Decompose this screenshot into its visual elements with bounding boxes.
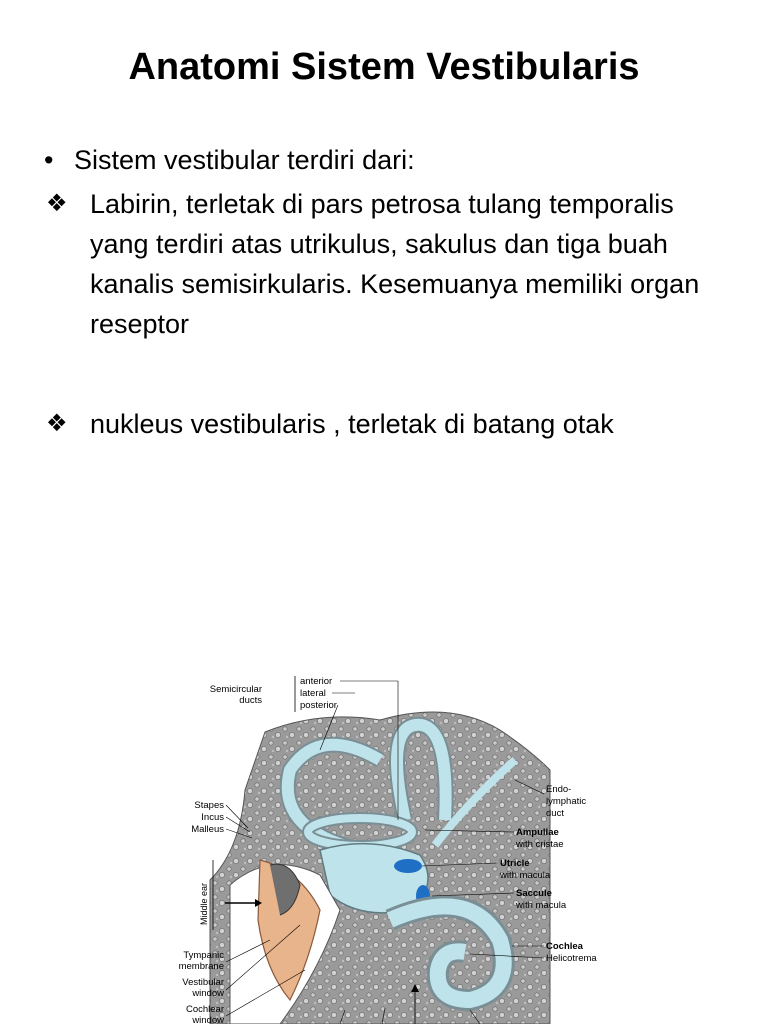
label-lymphatic: lymphatic bbox=[546, 796, 587, 807]
label-endo: Endo- bbox=[546, 784, 572, 795]
bullet-text: Sistem vestibular terdiri dari: bbox=[74, 145, 415, 175]
label-incus: Incus bbox=[201, 812, 224, 823]
bullet-list bbox=[42, 140, 732, 444]
label-lateral: lateral bbox=[300, 688, 326, 699]
utricle-macula-shape bbox=[394, 859, 422, 873]
label-with-cristae: with cristae bbox=[516, 839, 564, 850]
sub-bullet-item bbox=[42, 404, 732, 444]
label-saccule-macula: with macula bbox=[516, 900, 567, 911]
label-saccule: Saccule bbox=[516, 888, 552, 899]
label-utricle: Utricle bbox=[500, 858, 530, 869]
label-vestibular-window: window bbox=[192, 988, 224, 999]
label-stapes: Stapes bbox=[194, 800, 224, 811]
label-anterior: anterior bbox=[300, 676, 333, 687]
label-cochlear-window: window bbox=[192, 1015, 224, 1024]
label-cochlea: Cochlea bbox=[546, 941, 583, 952]
four-diamond-bullet-icon: ❖ bbox=[46, 410, 68, 437]
sub-bullet-text: nukleus vestibularis , terletak di batang otak bbox=[90, 409, 614, 439]
slide-title: Anatomi Sistem Vestibularis bbox=[128, 46, 640, 88]
label-malleus: Malleus bbox=[191, 824, 224, 835]
label-ampullae: Ampullae bbox=[516, 827, 559, 838]
four-diamond-bullet-icon: ❖ bbox=[46, 190, 68, 217]
bullet-item bbox=[42, 140, 732, 180]
label-ducts: ducts bbox=[239, 695, 262, 706]
label-tympanic: Tympanic bbox=[183, 950, 224, 961]
inner-ear-anatomy-illustration bbox=[170, 670, 600, 1024]
bullet-dot-icon: • bbox=[44, 145, 54, 175]
label-semicircular: Semicircular bbox=[209, 684, 262, 695]
label-cochlear: Cochlear bbox=[185, 1004, 224, 1015]
label-membrane: membrane bbox=[178, 961, 224, 972]
label-middle-ear: Middle ear bbox=[199, 882, 209, 925]
label-utricle-macula: with macula bbox=[500, 870, 551, 881]
sub-bullet-item bbox=[42, 184, 732, 344]
label-posterior: posterior bbox=[300, 700, 337, 711]
label-vestibular: Vestibular bbox=[182, 977, 224, 988]
label-helicotrema: Helicotrema bbox=[546, 953, 597, 964]
sub-bullet-text: Labirin, terletak di pars petrosa tulang temporalis yang terdiri atas utrikulus, sakulus dan tiga buah kanalis semisirkularis. Kesemuanya memiliki organ reseptor bbox=[90, 189, 700, 339]
label-duct: duct bbox=[546, 808, 564, 819]
